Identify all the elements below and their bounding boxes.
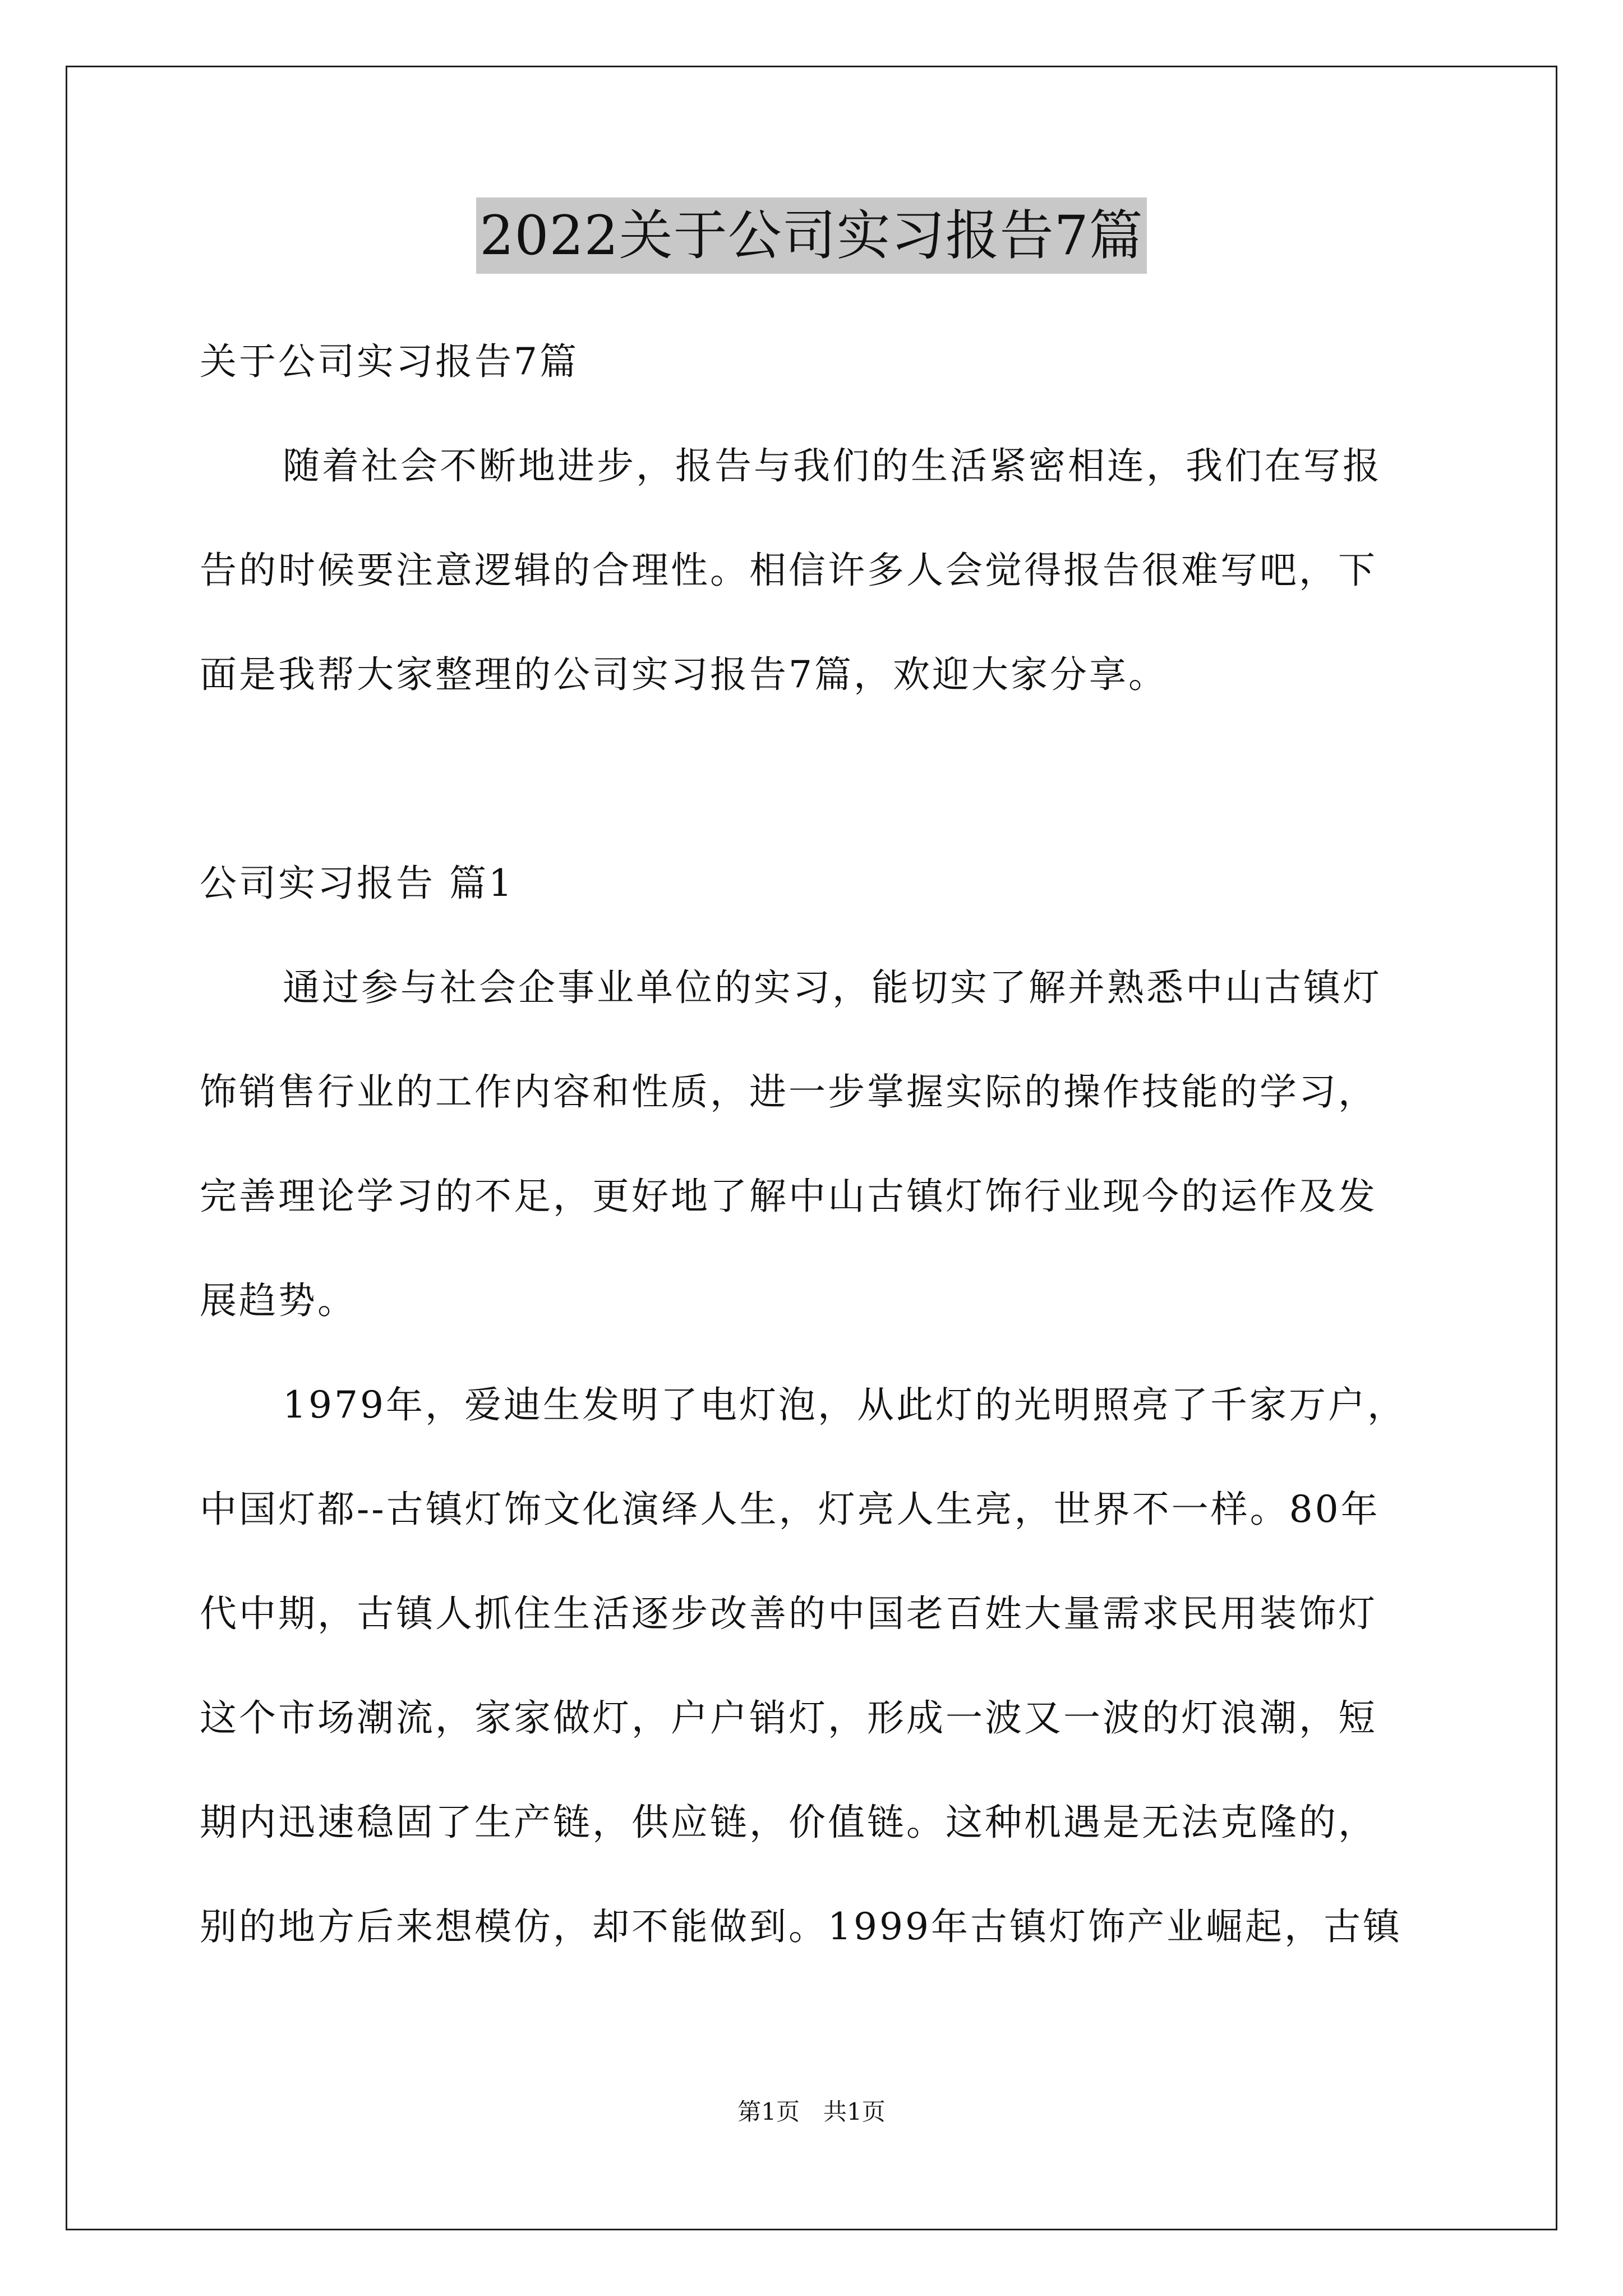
paragraph2-line: 代中期，古镇人抓住生活逐步改善的中国老百姓大量需求民用装饰灯 (200, 1592, 1377, 1635)
paragraph-gap (200, 727, 1433, 831)
paragraph2-line: 别的地方后来想模仿，却不能做到。1999年古镇灯饰产业崛起，古镇 (200, 1905, 1402, 1948)
page-indicator: 第1页 共1页 (737, 2098, 886, 2125)
section-heading: 公司实习报告 篇1 (200, 862, 514, 905)
paragraph1-line: 饰销售行业的工作内容和性质，进一步掌握实际的操作技能的学习， (200, 1070, 1377, 1114)
paragraph2-line: 期内迅速稳固了生产链，供应链，价值链。这种机遇是无法克隆的， (200, 1801, 1377, 1844)
intro-heading: 关于公司实习报告7篇 (200, 340, 579, 383)
intro-line: 面是我帮大家整理的公司实习报告7篇，欢迎大家分享。 (200, 653, 1168, 696)
paragraph1-line: 通过参与社会企事业单位的实习，能切实了解并熟悉中山古镇灯 (283, 966, 1382, 1009)
paragraph2-line: 1979年，爱迪生发明了电灯泡，从此灯的光明照亮了千家万户， (283, 1383, 1407, 1427)
paragraph1-line: 展趋势。 (200, 1279, 357, 1322)
paragraph2-line: 中国灯都--古镇灯饰文化演绎人生，灯亮人生亮，世界不一样。80年 (200, 1488, 1380, 1531)
title-container (0, 197, 1623, 274)
document-title: 2022关于公司实习报告7篇 (476, 197, 1146, 274)
intro-line: 告的时候要注意逻辑的合理性。相信许多人会觉得报告很难写吧，下 (200, 549, 1377, 592)
paragraph1-line: 完善理论学习的不足，更好地了解中山古镇灯饰行业现今的运作及发 (200, 1175, 1377, 1218)
intro-line: 随着社会不断地进步，报告与我们的生活紧密相连，我们在写报 (283, 444, 1382, 487)
paragraph2-line: 这个市场潮流，家家做灯，户户销灯，形成一波又一波的灯浪潮，短 (200, 1696, 1377, 1740)
document-body (200, 310, 1433, 1979)
page-footer (0, 2095, 1623, 2129)
